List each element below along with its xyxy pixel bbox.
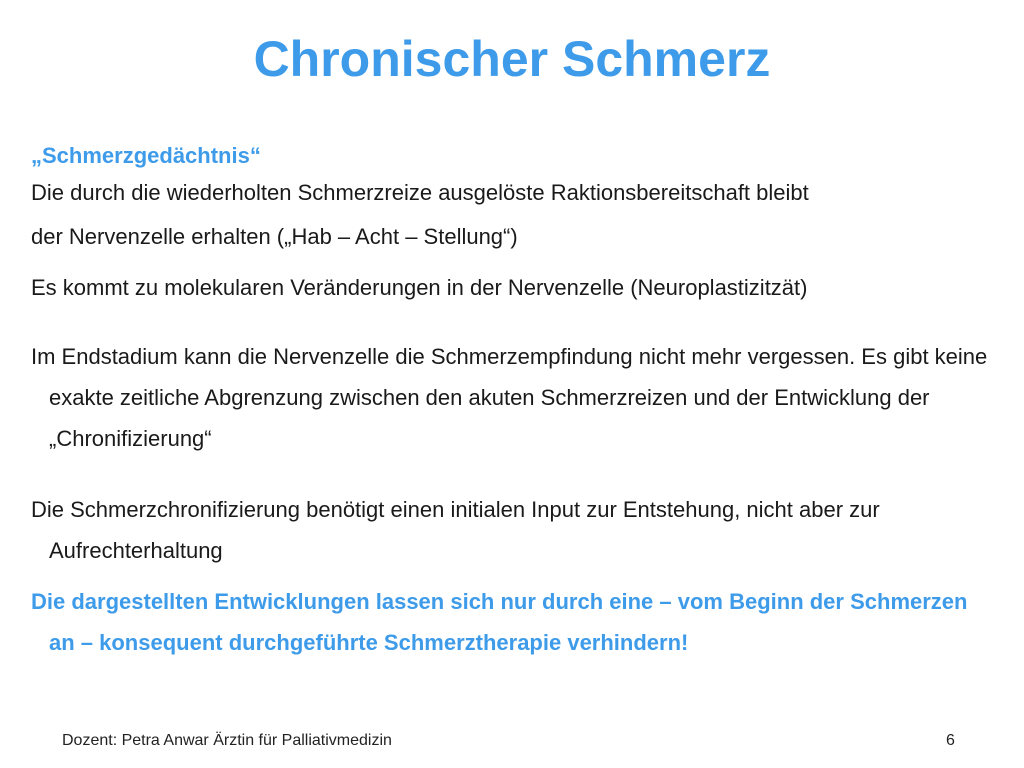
paragraph-3: Im Endstadium kann die Nervenzelle die Schmerzempfindung nicht mehr vergessen. Es gibt keine exakte zeitliche Abgrenzung zwischen den akuten Schmerzreizen und der Entwicklung der „Chronifizierung“: [31, 344, 988, 451]
paragraph-5-conclusion: Die dargestellten Entwicklungen lassen sich nur durch eine – vom Beginn der Schmerzen an – konsequent durchgeführte Schmerztherapie verhindern!: [31, 589, 968, 655]
footer-lecturer: Dozent: Petra Anwar Ärztin für Palliativmedizin: [62, 732, 392, 749]
slide-title: Chronischer Schmerz: [253, 31, 771, 87]
paragraph-4: Die Schmerzchronifizierung benötigt einen initialen Input zur Entstehung, nicht aber zur Aufrechterhaltung: [31, 497, 880, 563]
slide-body: [31, 138, 991, 663]
paragraph-2: Es kommt zu molekularen Veränderungen in der Nervenzelle (Neuroplastizitzät): [31, 275, 808, 300]
paragraph-1-line-2: der Nervenzelle erhalten („Hab – Acht – Stellung“): [31, 224, 518, 249]
subheading: „Schmerzgedächtnis“: [31, 143, 261, 168]
footer-page-number: 6: [946, 732, 955, 749]
paragraph-1-line-1: Die durch die wiederholten Schmerzreize ausgelöste Raktionsbereitschaft bleibt: [31, 180, 809, 205]
